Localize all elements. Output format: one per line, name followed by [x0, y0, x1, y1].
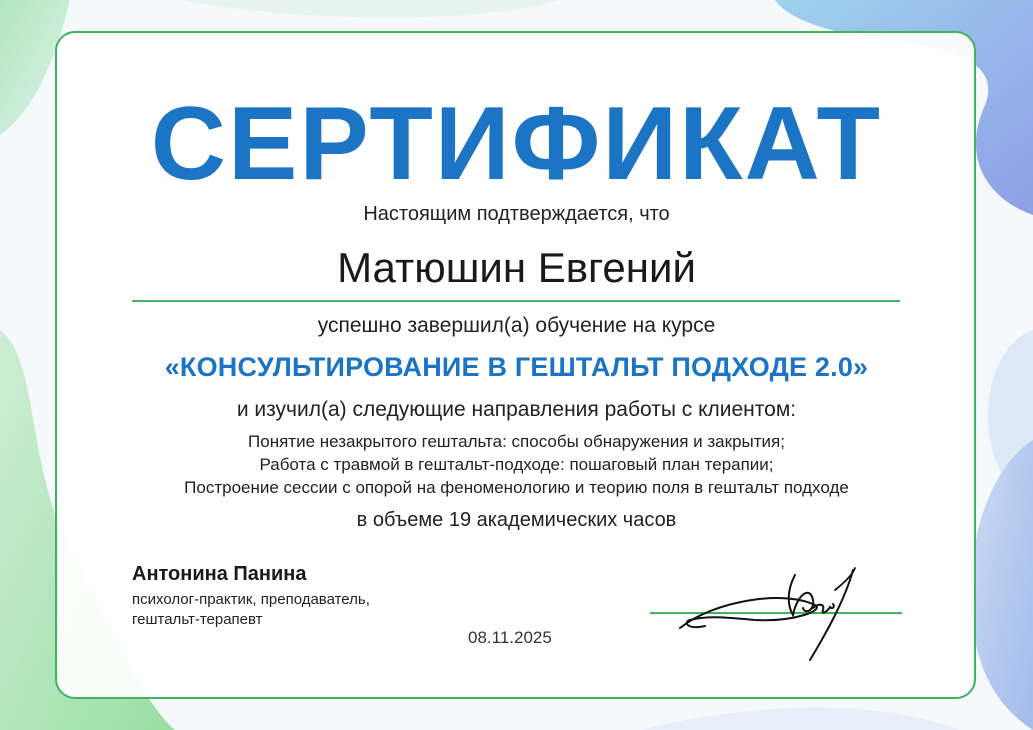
- confirmation-text: Настоящим подтверждается, что: [363, 203, 670, 225]
- signer-name: Антонина Панина: [132, 563, 307, 585]
- blob-top-center: [180, 0, 560, 18]
- studied-text: и изучил(а) следующие направления работы с клиентом:: [236, 398, 797, 421]
- completion-text: успешно завершил(а) обучение на курсе: [317, 314, 716, 337]
- topic-item: Понятие незакрытого гештальта: способы обнаружения и закрытия;: [248, 432, 785, 451]
- topic-item: Построение сессии с опорой на феноменологию и теорию поля в гештальт подходе: [184, 478, 849, 497]
- recipient-name: Матюшин Евгений: [337, 244, 696, 291]
- certificate-title: СЕРТИФИКАТ: [150, 86, 883, 202]
- signer-role-line: гештальт-терапевт: [132, 611, 263, 628]
- recipient-name-underline: [132, 300, 900, 302]
- course-title: «КОНСУЛЬТИРОВАНИЕ В ГЕШТАЛЬТ ПОДХОДЕ 2.0»: [164, 352, 869, 382]
- blob-bottom-center: [640, 708, 960, 730]
- signer-role-line: психолог-практик, преподаватель,: [132, 591, 370, 608]
- handwritten-signature: [675, 560, 860, 665]
- issue-date: 08.11.2025: [468, 628, 552, 647]
- topic-item: Работа с травмой в гештальт-подходе: пошаговый план терапии;: [259, 455, 774, 474]
- signer-role: [132, 590, 452, 630]
- hours-text: в объеме 19 академических часов: [356, 509, 677, 531]
